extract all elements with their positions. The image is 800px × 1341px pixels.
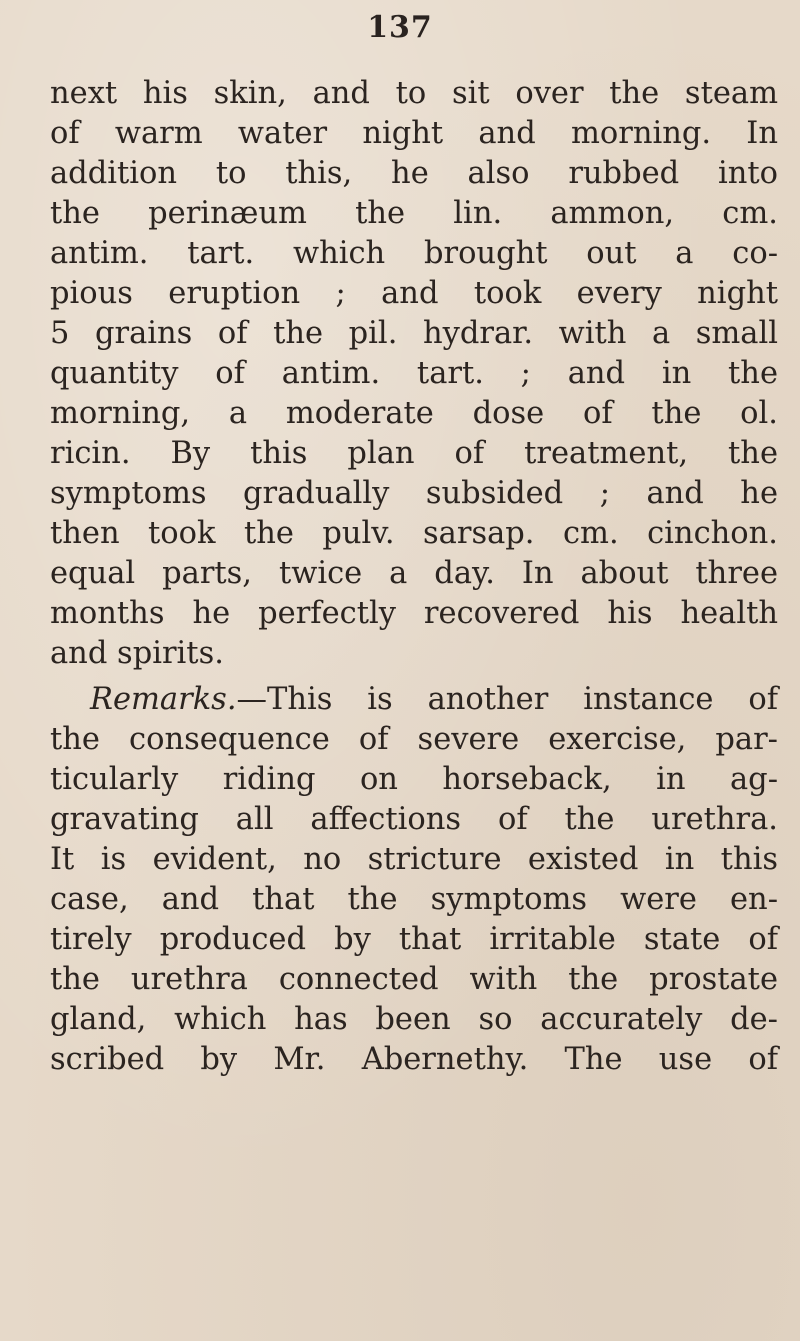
remarks-first-line bbox=[50, 680, 778, 720]
text-line: ticularly riding on horseback, in ag- bbox=[50, 762, 778, 797]
text-line: of warm water night and morning. In bbox=[50, 116, 778, 151]
text-line: symptoms gradually subsided ; and he bbox=[50, 476, 778, 511]
text-line: then took the pulv. sarsap. cm. cinchon. bbox=[50, 516, 778, 551]
remarks-heading: Remarks. bbox=[90, 682, 237, 717]
text-line: scribed by Mr. Abernethy. The use of bbox=[50, 1042, 778, 1077]
text-line: the perinæum the lin. ammon, cm. bbox=[50, 196, 778, 231]
text-line: antim. tart. which brought out a co- bbox=[50, 236, 778, 271]
text-line: morning, a moderate dose of the ol. bbox=[50, 396, 778, 431]
remarks-lead-text: —This is another instance of bbox=[236, 682, 778, 717]
text-line: equal parts, twice a day. In about three bbox=[50, 556, 778, 591]
paragraph-remarks bbox=[50, 680, 778, 1080]
text-line: pious eruption ; and took every night bbox=[50, 276, 778, 311]
text-line: months he perfectly recovered his health bbox=[50, 596, 778, 631]
text-line: gland, which has been so accurately de- bbox=[50, 1002, 778, 1037]
text-line: tirely produced by that irritable state of bbox=[50, 922, 778, 957]
text-line: the consequence of severe exercise, par- bbox=[50, 722, 778, 757]
text-line: quantity of antim. tart. ; and in the bbox=[50, 356, 778, 391]
text-line: the urethra connected with the prostate bbox=[50, 962, 778, 997]
text-line: next his skin, and to sit over the steam bbox=[50, 76, 778, 111]
text-line: case, and that the symptoms were en- bbox=[50, 882, 778, 917]
paragraph-case-treatment bbox=[50, 74, 778, 674]
text-line: and spirits. bbox=[50, 636, 224, 671]
text-line: ricin. By this plan of treatment, the bbox=[50, 436, 778, 471]
page-number: 137 bbox=[367, 10, 433, 45]
text-line: 5 grains of the pil. hydrar. with a small bbox=[50, 316, 778, 351]
text-line: gravating all affections of the urethra. bbox=[50, 802, 778, 837]
text-line: It is evident, no stricture existed in this bbox=[50, 842, 778, 877]
text-line: addition to this, he also rubbed into bbox=[50, 156, 778, 191]
